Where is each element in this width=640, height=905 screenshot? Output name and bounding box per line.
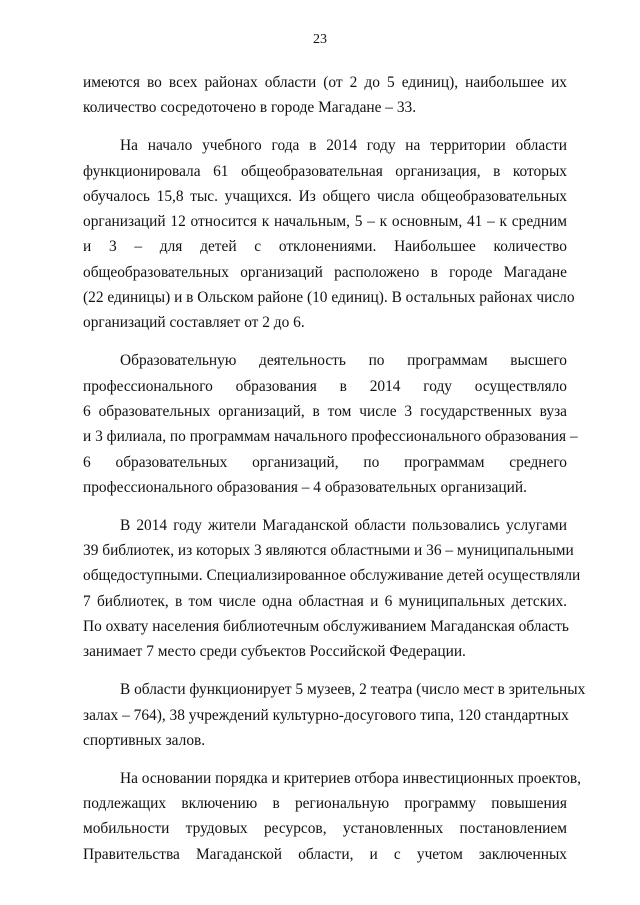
- paragraph-gap: [83, 753, 567, 766]
- text-line: обучалось 15,8 тыс. учащихся. Из общего числа общеобразовательных: [83, 187, 567, 205]
- text-line: общеобразовательных организаций расположено в городе Магадане: [83, 263, 567, 281]
- page-number: 23: [313, 32, 327, 47]
- text-line: Правительства Магаданской области, и с учетом заключенных: [83, 845, 567, 863]
- text-line: На основании порядка и критериев отбора инвестиционных проектов,: [120, 769, 582, 787]
- document-body: [83, 70, 586, 867]
- paragraph-gap: [83, 665, 567, 678]
- text-line: В 2014 году жители Магаданской области пользовались услугами: [120, 516, 567, 534]
- text-line: имеются во всех районах области (от 2 до 5 единиц), наибольшее их: [83, 74, 567, 91]
- paragraph-gap: [83, 121, 567, 134]
- text-line: спортивных залов.: [83, 731, 206, 749]
- text-line: и 3 филиала, по программам начального профессионального образования –: [83, 428, 578, 446]
- text-line: мобильности трудовых ресурсов, установленных постановлением: [83, 820, 567, 838]
- text-line: 6 образовательных организаций, по программам среднего: [83, 453, 567, 471]
- text-line: (22 единицы) и в Ольском районе (10 единиц). В остальных районах число: [83, 289, 575, 307]
- paragraph: [83, 348, 578, 500]
- text-line: 7 библиотек, в том числе одна областная и 6 муниципальных детских.: [83, 592, 567, 610]
- paragraph: [83, 133, 575, 335]
- paragraph: [83, 677, 586, 753]
- text-line: 39 библиотек, из которых 3 являются областными и 36 – муниципальными: [83, 542, 574, 560]
- text-line: подлежащих включению в региональную программу повышения: [83, 795, 567, 813]
- paragraph: [83, 70, 567, 121]
- text-line: залах – 764), 38 учреждений культурно-досугового типа, 120 стандартных: [83, 706, 569, 724]
- paragraph: [83, 766, 582, 867]
- text-line: профессионального образования в 2014 году осуществляло: [83, 377, 567, 395]
- paragraph: [83, 513, 581, 665]
- text-line: В области функционирует 5 музеев, 2 театра (число мест в зрительных: [120, 681, 586, 699]
- text-line: и 3 – для детей с отклонениями. Наибольшее количество: [83, 238, 567, 256]
- text-line: функционировала 61 общеобразовательная организация, в которых: [83, 162, 567, 180]
- text-line: На начало учебного года в 2014 году на территории области: [120, 137, 567, 155]
- text-line: По охвату населения библиотечным обслуживанием Магаданская область: [83, 618, 569, 635]
- paragraph-gap: [83, 336, 567, 349]
- text-line: организаций 12 относится к начальным, 5 – к основным, 41 – к средним: [83, 213, 567, 231]
- text-line: общедоступными. Специализированное обслуживание детей осуществляли: [83, 567, 581, 585]
- paragraph-gap: [83, 500, 567, 513]
- text-line: Образовательную деятельность по программам высшего: [120, 352, 567, 370]
- text-line: 6 образовательных организаций, в том числе 3 государственных вуза: [83, 402, 567, 420]
- text-line: занимает 7 место среди субъектов Российской Федерации.: [83, 643, 466, 661]
- text-line: количество сосредоточено в городе Магадане – 33.: [83, 99, 417, 117]
- text-line: профессионального образования – 4 образовательных организаций.: [83, 478, 527, 496]
- text-line: организаций составляет от 2 до 6.: [83, 314, 305, 332]
